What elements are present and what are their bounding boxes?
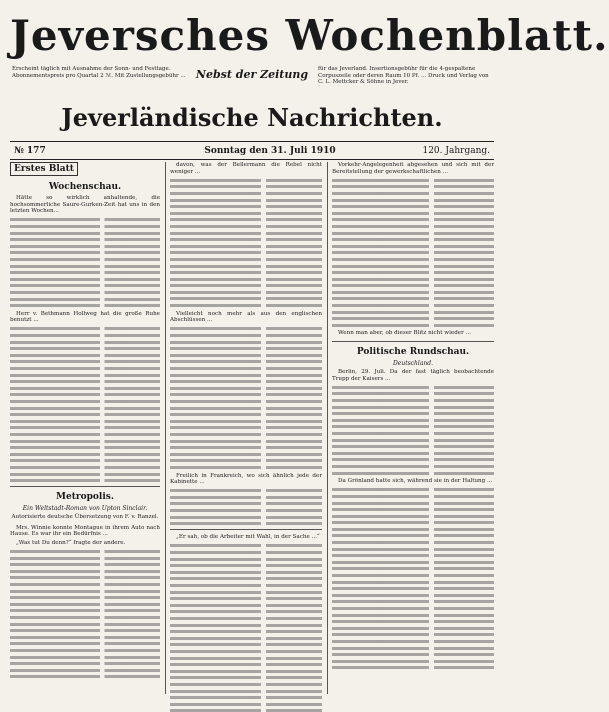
politische-rundschau-heading: Politische Rundschau. bbox=[356, 347, 470, 358]
dateline bbox=[10, 144, 494, 158]
body-text-block bbox=[170, 327, 322, 468]
volume-year: 120. Jahrgang. bbox=[422, 146, 490, 156]
article-paragraph: Herr v. Bethmann Hollweg hat die große Ruhe benutzt ... bbox=[10, 310, 160, 324]
body-text-block bbox=[170, 544, 322, 712]
subheader-center: Nebst der Zeitung bbox=[195, 68, 309, 81]
article-paragraph: Vorkehr-Angelegenheit abgesehen und sich mit der Bereitstellung der gewerkschaftlichen ... bbox=[332, 162, 494, 175]
article-paragraph: Hätte so wirklich anhaltende, die hochsommerliche Saure-Gurken-Zeit hat uns in den letzten Wochen... bbox=[10, 195, 160, 215]
section-separator bbox=[10, 486, 160, 487]
body-text-block bbox=[170, 489, 322, 525]
body-text-block bbox=[332, 386, 494, 475]
metropolis-heading: Metropolis. bbox=[56, 492, 114, 503]
body-text-block bbox=[170, 179, 322, 307]
metropolis-byline: Autorisierte deutsche Übersetzung von F. v. Ranzel. bbox=[11, 514, 159, 521]
second-title: Jeverländische Nachrichten. bbox=[61, 103, 443, 132]
deutschland-subhead: Deutschland. bbox=[392, 360, 434, 368]
column-divider-1 bbox=[165, 162, 166, 694]
body-text-block bbox=[332, 179, 494, 327]
story-paragraph: Mrs. Winnie konnte Montague in ihrem Auto nach Hause. Es war ihr ein Bedürfnis ... bbox=[10, 524, 160, 538]
masthead-title: Jeversches Wochenblatt. bbox=[10, 11, 609, 60]
body-text-block bbox=[10, 550, 160, 678]
issue-number: № 177 bbox=[14, 146, 46, 156]
article-paragraph: Freilich in Frankreich, wo sich ähnlich jede der Kabinette ... bbox=[170, 472, 322, 486]
article-paragraph: „Er sah, ob die Arbeiter mit Wahl, in der Sache ...“ bbox=[176, 534, 320, 541]
dateline-top-rule bbox=[10, 141, 494, 142]
wochenschau-heading: Wochenschau. bbox=[48, 182, 122, 192]
article-paragraph: Wenn man aber, ob dieser Blitz nicht wieder ... bbox=[338, 330, 471, 337]
section-separator bbox=[332, 341, 494, 342]
story-paragraph: „Was tut Du denn?“ fragte der andere. bbox=[16, 539, 126, 546]
body-text-block bbox=[10, 218, 160, 307]
section-separator bbox=[170, 529, 322, 530]
metropolis-subhead: Ein Weltstadt-Roman von Upton Sinclair. bbox=[22, 505, 148, 513]
dateline-bottom-rule bbox=[10, 159, 494, 160]
column-2 bbox=[170, 162, 322, 694]
article-paragraph: Berlin, 29. Juli. Da der fast täglich beobachtende Trupp der Kaisers ... bbox=[332, 369, 494, 382]
subheader-left: Erscheint täglich mit Ausnahme der Sonn- und Festtage. Abonnementspreis pro Quartal 2 ℳ. Mit Zustellungsgebühr ... bbox=[12, 66, 186, 79]
column-1 bbox=[10, 162, 160, 694]
article-paragraph: Da Grönland hatte sich, während sie in der Haltung ... bbox=[338, 478, 493, 485]
body-text-block bbox=[332, 488, 494, 669]
issue-date: Sonntag den 31. Juli 1910 bbox=[204, 146, 336, 156]
article-paragraph: Vielleicht noch mehr als aus den englischen Abschlüssen ... bbox=[170, 310, 322, 324]
body-text-block bbox=[10, 327, 160, 482]
column-3 bbox=[332, 162, 494, 694]
column-divider-2 bbox=[327, 162, 328, 694]
subheader-right: für das Jeverland. Insertionsgebühr für die 4-gespaltene Corpuszeile oder deren Raum 10 Pf. ... Druck und Verlag von C. L. Mettcker & Söhne in Jever. bbox=[318, 66, 489, 85]
section-label: Erstes Blatt bbox=[10, 162, 78, 176]
article-paragraph: davon, was der Bellermann die Rebel nicht weniger ... bbox=[170, 162, 322, 175]
